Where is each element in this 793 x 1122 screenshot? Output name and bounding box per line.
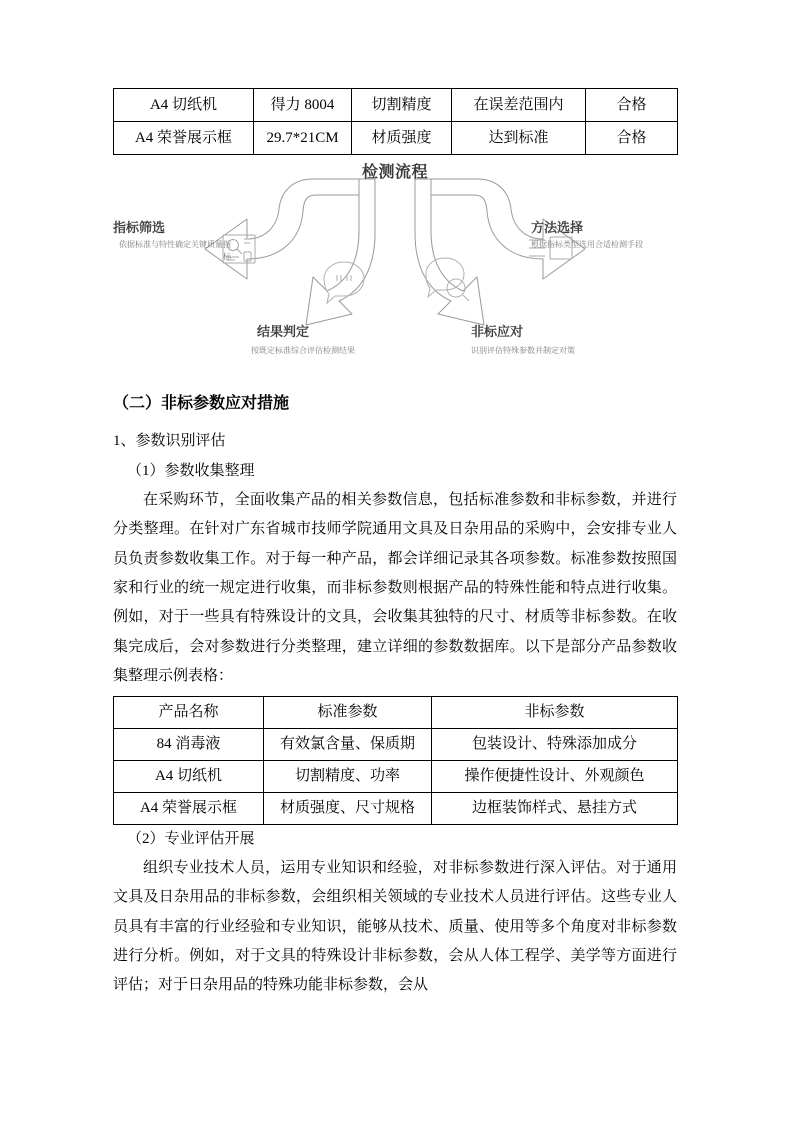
table-cell: 合格 — [586, 89, 678, 122]
search-bubble-icon — [426, 258, 469, 301]
page-content — [113, 88, 677, 1001]
table-cell: 边框装饰样式、悬挂方式 — [432, 792, 678, 824]
diagram-node-label-indicator-screening: 指标筛选 — [113, 220, 166, 235]
table-header-cell: 产品名称 — [114, 696, 264, 728]
table-header-row — [114, 696, 678, 728]
table-row — [114, 728, 678, 760]
diagram-node-caption-nonstandard-response: 识别评估特殊参数并制定对策 — [471, 346, 575, 355]
quote-bubble-icon — [324, 262, 364, 303]
diagram-node-label-nonstandard-response: 非标应对 — [471, 324, 524, 339]
diagram-node-label-result-judgement: 结果判定 — [257, 324, 310, 339]
table-cell: 得力 8004 — [254, 89, 352, 122]
paragraph-professional-assessment: 组织专业技术人员，运用专业知识和经验，对非标参数进行深入评估。对于通用文具及日杂用品的非标参数，会组织相关领域的专业技术人员进行评估。这些专业人员具有丰富的行业经验和专业知识，能够从技术、质量、使用等多个角度对非标参数进行分析。例如，对于文具的特殊设计非标参数，会从人体工程学、美学等方面进行评估；对于日杂用品的特殊功能非标参数，会从 — [113, 859, 677, 994]
table-cell: 包装设计、特殊添加成分 — [432, 728, 678, 760]
diagram-title: 检测流程 — [361, 164, 428, 181]
diagram-node-caption-indicator-screening: 依据标准与特性确定关键质量指标 — [119, 240, 231, 261]
diagram-arrows — [113, 157, 677, 375]
inspection-process-diagram — [113, 157, 677, 375]
table-cell: 切割精度、功率 — [264, 760, 432, 792]
section-heading: （二）非标参数应对措施 — [113, 395, 290, 412]
table-header-cell: 标准参数 — [264, 696, 432, 728]
arrow-result-judgement — [306, 179, 375, 325]
table-header-cell: 非标参数 — [432, 696, 678, 728]
diagram-node-caption-method-selection: 根据指标类型选用合适检测手段 — [531, 240, 643, 249]
table-row — [114, 89, 678, 122]
table-cell: A4 荣誉展示框 — [114, 122, 254, 155]
subsection-heading-1-1: （1）参数收集整理 — [127, 462, 255, 479]
table-cell: 在误差范围内 — [452, 89, 586, 122]
table-cell: 达到标准 — [452, 122, 586, 155]
table-cell: 29.7*21CM — [254, 122, 352, 155]
table-cell: 有效氯含量、保质期 — [264, 728, 432, 760]
table-cell: 切割精度 — [352, 89, 452, 122]
diagram-node-label-method-selection: 方法选择 — [531, 220, 584, 235]
table-cell: A4 切纸机 — [114, 89, 254, 122]
table-row — [114, 760, 678, 792]
table-row — [114, 792, 678, 824]
inspection-results-table — [113, 88, 678, 155]
diagram-node-caption-result-judgement: 按既定标准综合评估检测结果 — [251, 346, 355, 355]
table-cell: 操作便捷性设计、外观颜色 — [432, 760, 678, 792]
table-row — [114, 122, 678, 155]
table-cell: 84 消毒液 — [114, 728, 264, 760]
subsection-heading-1-2: （2）专业评估开展 — [127, 830, 255, 847]
table-cell: 材质强度 — [352, 122, 452, 155]
table-cell: 合格 — [586, 122, 678, 155]
subsection-heading-1: 1、参数识别评估 — [113, 433, 226, 450]
table-cell: A4 荣誉展示框 — [114, 792, 264, 824]
arrow-indicator-screening — [205, 179, 359, 279]
arrow-nonstandard-response — [415, 179, 484, 325]
parameter-collection-table — [113, 696, 678, 825]
table-cell: 材质强度、尺寸规格 — [264, 792, 432, 824]
table-cell: A4 切纸机 — [114, 760, 264, 792]
paragraph-parameter-collection: 在采购环节，全面收集产品的相关参数信息，包括标准参数和非标参数，并进行分类整理。在针对广东省城市技师学院通用文具及日杂用品的采购中，会安排专业人员负责参数收集工作。对于每一种产品，都会详细记录其各项参数。标准参数按照国家和行业的统一规定进行收集，而非标参数则根据产品的特殊性能和特点进行收集。例如，对于一些具有特殊设计的文具，会收集其独特的尺寸、材质等非标参数。在收集完成后，会对参数进行分类整理，建立详细的参数数据库。以下是部分产品参数收集整理示例表格： — [113, 491, 677, 685]
